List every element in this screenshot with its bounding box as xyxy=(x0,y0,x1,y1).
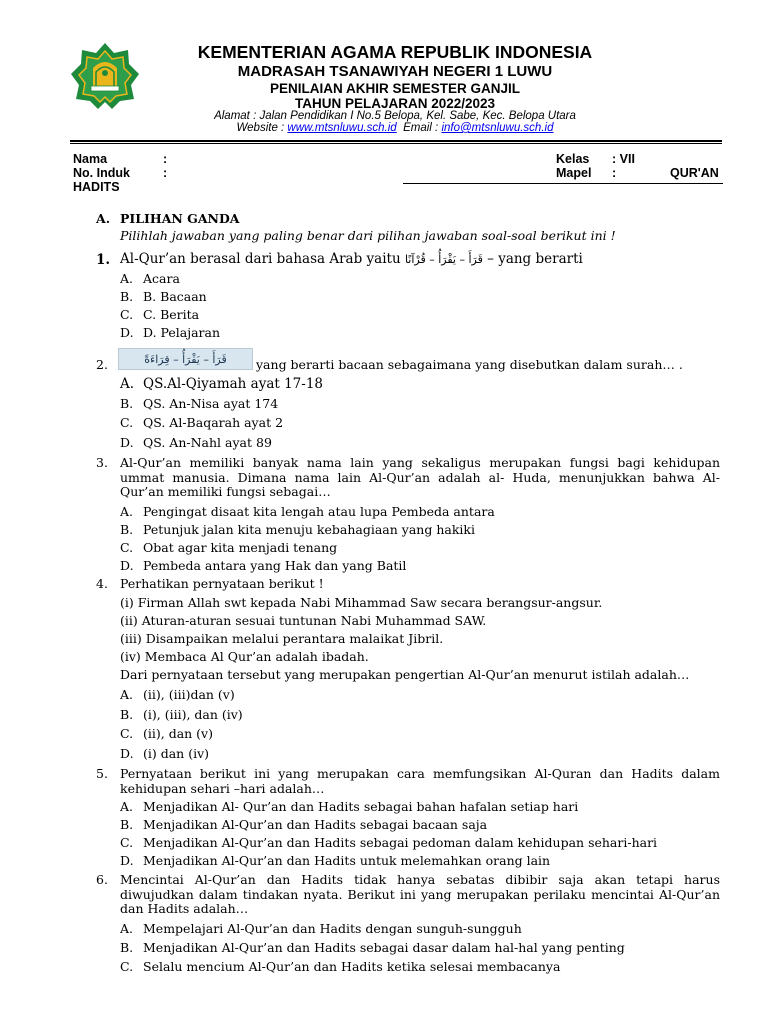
ministry-title: KEMENTERIAN AGAMA REPUBLIK INDONESIA xyxy=(197,42,593,62)
option-letter: A. xyxy=(120,376,135,392)
school-year: TAHUN PELAJARAN 2022/2023 xyxy=(294,96,496,111)
question-text: yang berarti bacaan sebagaimana yang disebutkan dalam surah… . xyxy=(256,357,683,372)
question-prompt: Dari pernyataan tersebut yang merupakan pengertian Al-Qur’an menurut istilah adalah… xyxy=(120,667,690,682)
question-number: 6. xyxy=(96,872,108,887)
section-instruction: Pilihlah jawaban yang paling benar dari pilihan jawaban soal-soal berikut ini ! xyxy=(120,228,616,243)
option-text: QS.Al-Qiyamah ayat 17-18 xyxy=(143,376,324,392)
option-text: Obat agar kita menjadi tenang xyxy=(143,540,338,555)
question-text: Mencintai Al-Qur’an dan Hadits tidak hanya sebatas dibibir saja akan tetapi harus diwujudkan dalam tindakan nyata. Berikut ini yang merupakan perilaku mencintai Al-Qur’an dan Hadits adalah… xyxy=(120,872,720,916)
option-text: QS. An-Nisa ayat 174 xyxy=(143,396,279,411)
option-letter: B. xyxy=(120,396,134,411)
option-text: (ii), (iii)dan (v) xyxy=(143,687,235,702)
option-text: Petunjuk jalan kita menuju kebahagiaan yang hakiki xyxy=(143,522,475,537)
contact-line xyxy=(150,122,640,134)
question-text: Pernyataan berikut ini yang merupakan cara memfungsikan Al-Quran dan Hadits dalam kehidupan sehari –hari adalah… xyxy=(120,766,720,796)
option-letter: A. xyxy=(120,921,134,936)
kelas-value: : VII xyxy=(612,152,635,166)
mapel-value-line1: QUR'AN xyxy=(670,166,719,180)
website-link[interactable]: www.mtsnluwu.sch.id xyxy=(287,122,397,134)
option-text: Acara xyxy=(143,271,180,286)
question-text xyxy=(120,252,720,268)
option-text: Mempelajari Al-Qur’an dan Hadits dengan sunguh-sungguh xyxy=(143,921,522,936)
nama-label: Nama xyxy=(73,152,108,166)
identity-divider xyxy=(403,183,723,184)
option-text: (i) dan (iv) xyxy=(143,746,210,761)
section-title: PILIHAN GANDA xyxy=(120,211,240,226)
arabic-phrase: قَرَأَ – يَقْرَأُ – قُرْآنًا xyxy=(404,253,483,266)
option-text: Pengingat disaat kita lengah atau lupa Pembeda antara xyxy=(143,504,495,519)
option-letter: B. xyxy=(120,940,134,955)
option-letter: C. xyxy=(120,415,134,430)
option-text: Menjadikan Al-Qur’an dan Hadits sebagai bacaan saja xyxy=(143,817,488,832)
option-text: D. Pelajaran xyxy=(143,325,221,340)
school-address: Alamat : Jalan Pendidikan I No.5 Belopa, Kel. Sabe, Kec. Belopa Utara xyxy=(214,110,576,122)
question-text: Al-Qur’an memiliki banyak nama lain yang sekaligus merupakan fungsi bagi kehidupan ummat manusia. Dimana nama lain Al-Qur’an adalah al- Huda, menunjukkan bahwa Al- Qur’an memiliki fungsi sebagai… xyxy=(120,455,720,499)
question-number: 2. xyxy=(96,357,108,372)
kemenag-logo xyxy=(70,42,140,110)
option-letter: A. xyxy=(120,799,134,814)
question-text-after: – yang berarti xyxy=(482,251,583,267)
question-text: Perhatikan pernyataan berikut ! xyxy=(120,576,324,591)
option-letter: C. xyxy=(120,307,134,322)
option-text: Menjadikan Al-Qur’an dan Hadits untuk melemahkan orang lain xyxy=(143,853,551,868)
option-letter: D. xyxy=(120,325,134,340)
option-letter: A. xyxy=(120,687,134,702)
option-letter: B. xyxy=(120,817,134,832)
nama-colon: : xyxy=(163,152,168,166)
question-text-before: Al-Qur’an berasal dari bahasa Arab yaitu xyxy=(120,251,405,267)
option-letter: D. xyxy=(120,746,134,761)
no-induk-label: No. Induk xyxy=(73,166,130,180)
option-text: (ii), dan (v) xyxy=(143,726,213,741)
option-text: QS. An-Nahl ayat 89 xyxy=(143,435,272,450)
question-number: 3. xyxy=(96,455,108,470)
option-letter: B. xyxy=(120,289,134,304)
option-text: Pembeda antara yang Hak dan yang Batil xyxy=(143,558,407,573)
option-letter: D. xyxy=(120,853,134,868)
school-name: MADRASAH TSANAWIYAH NEGERI 1 LUWU xyxy=(237,63,553,80)
section-letter: A. xyxy=(96,211,111,226)
option-text: QS. Al-Baqarah ayat 2 xyxy=(143,415,284,430)
statement-item: (ii) Aturan-aturan sesuai tuntunan Nabi Muhammad SAW. xyxy=(120,613,487,628)
email-label: Email : xyxy=(396,122,442,134)
kelas-label: Kelas xyxy=(556,152,590,166)
option-letter: A. xyxy=(120,271,134,286)
option-text: (i), (iii), dan (iv) xyxy=(143,707,243,722)
email-link[interactable]: info@mtsnluwu.sch.id xyxy=(441,122,554,134)
option-text: Menjadikan Al- Qur’an dan Hadits sebagai bahan hafalan setiap hari xyxy=(143,799,579,814)
option-letter: D. xyxy=(120,558,134,573)
exam-title: PENILAIAN AKHIR SEMESTER GANJIL xyxy=(269,81,521,96)
no-induk-colon: : xyxy=(163,166,168,180)
option-letter: D. xyxy=(120,435,134,450)
statement-item: (iv) Membaca Al Qur’an adalah ibadah. xyxy=(120,649,369,664)
question-number: 1. xyxy=(96,252,111,268)
question-number: 4. xyxy=(96,576,108,591)
header-rule-thin xyxy=(70,143,722,144)
option-letter: B. xyxy=(120,522,134,537)
option-letter: A. xyxy=(120,504,134,519)
mapel-value-line2: HADITS xyxy=(73,180,120,194)
option-letter: C. xyxy=(120,835,134,850)
header-rule-thick xyxy=(70,140,722,142)
option-letter: B. xyxy=(120,707,134,722)
arabic-image: قَرَأَ – يَقْرَأُ – قِرَاءَةً xyxy=(118,348,253,370)
option-letter: C. xyxy=(120,959,134,974)
option-text: Selalu mencium Al-Qur’an dan Hadits ketika selesai membacanya xyxy=(143,959,561,974)
statement-item: (iii) Disampaikan melalui perantara malaikat Jibril. xyxy=(120,631,444,646)
option-text: Menjadikan Al-Qur’an dan Hadits sebagai dasar dalam hal-hal yang penting xyxy=(143,940,625,955)
option-text: Menjadikan Al-Qur’an dan Hadits sebagai pedoman dalam kehidupan sehari-hari xyxy=(143,835,658,850)
statement-item: (i) Firman Allah swt kepada Nabi Mihammad Saw secara berangsur-angsur. xyxy=(120,595,603,610)
option-text: B. Bacaan xyxy=(143,289,207,304)
question-number: 5. xyxy=(96,766,108,781)
option-letter: C. xyxy=(120,540,134,555)
mapel-colon: : xyxy=(612,166,617,180)
option-letter: C. xyxy=(120,726,134,741)
mapel-label: Mapel xyxy=(556,166,592,180)
option-text: C. Berita xyxy=(143,307,200,322)
website-label: Website : xyxy=(236,122,288,134)
